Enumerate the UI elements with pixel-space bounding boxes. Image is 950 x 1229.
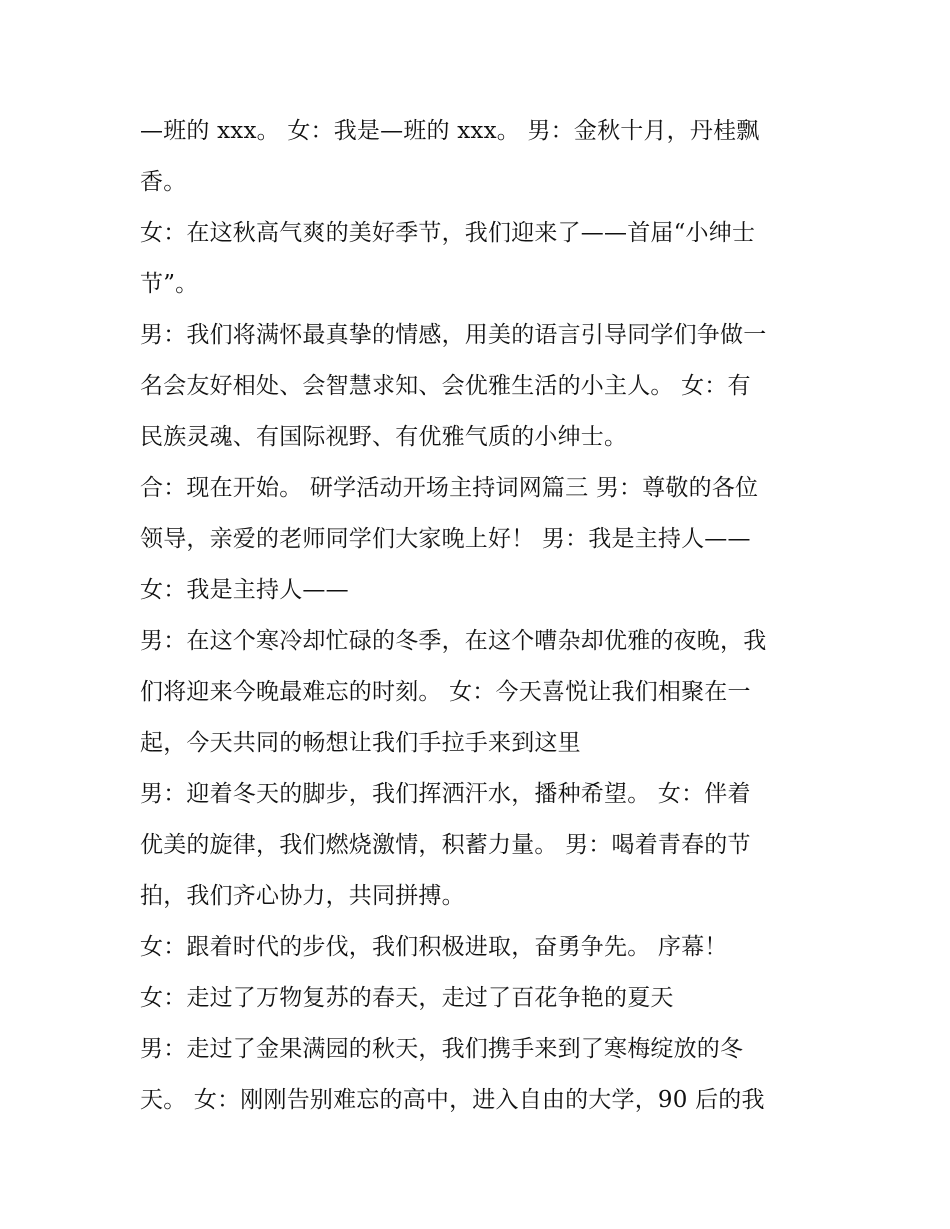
text-line: 女：我是主持人——	[140, 577, 349, 603]
text-line: 优美的旋律，我们燃烧激情，积蓄力量。 男：喝着青春的节	[140, 832, 751, 858]
text-line: 女：在这秋高气爽的美好季节，我们迎来了——首届“小绅士	[140, 220, 756, 246]
text-line: 节”。	[140, 271, 199, 297]
text-line: 们将迎来今晚最难忘的时刻。 女：今天喜悦让我们相聚在一	[140, 679, 751, 705]
text-line: 天。 女：刚刚告别难忘的高中，进入自由的大学，90 后的我	[140, 1087, 765, 1113]
text-line: 女：跟着时代的步伐，我们积极进取，奋勇争先。 序幕！	[140, 934, 728, 960]
text-line: 名会友好相处、会智慧求知、会优雅生活的小主人。 女：有	[140, 373, 751, 399]
document-body	[140, 106, 820, 1126]
text-line: 香。	[140, 169, 187, 195]
text-line: 男：在这个寒冷却忙碌的冬季，在这个嘈杂却优雅的夜晚，我	[140, 628, 767, 654]
text-line: 男：走过了金果满园的秋天，我们携手来到了寒梅绽放的冬	[140, 1036, 744, 1062]
text-line: 民族灵魂、有国际视野、有优雅气质的小绅士。	[140, 424, 628, 450]
text-line: 男：迎着冬天的脚步，我们挥洒汗水，播种希望。 女：伴着	[140, 781, 751, 807]
text-line: 合：现在开始。 研学活动开场主持词网篇三 男：尊敬的各位	[140, 475, 759, 501]
text-line: 领导，亲爱的老师同学们大家晚上好！ 男：我是主持人——	[140, 526, 751, 552]
text-line: —班的 xxx。 女：我是—班的 xxx。 男：金秋十月，丹桂飘	[140, 118, 760, 144]
text-line: 男：我们将满怀最真挚的情感，用美的语言引导同学们争做一	[140, 322, 767, 348]
text-line: 女：走过了万物复苏的春天，走过了百花争艳的夏天	[140, 985, 674, 1011]
text-line: 拍，我们齐心协力，共同拼搏。	[140, 883, 465, 909]
text-line: 起，今天共同的畅想让我们手拉手来到这里	[140, 730, 581, 756]
